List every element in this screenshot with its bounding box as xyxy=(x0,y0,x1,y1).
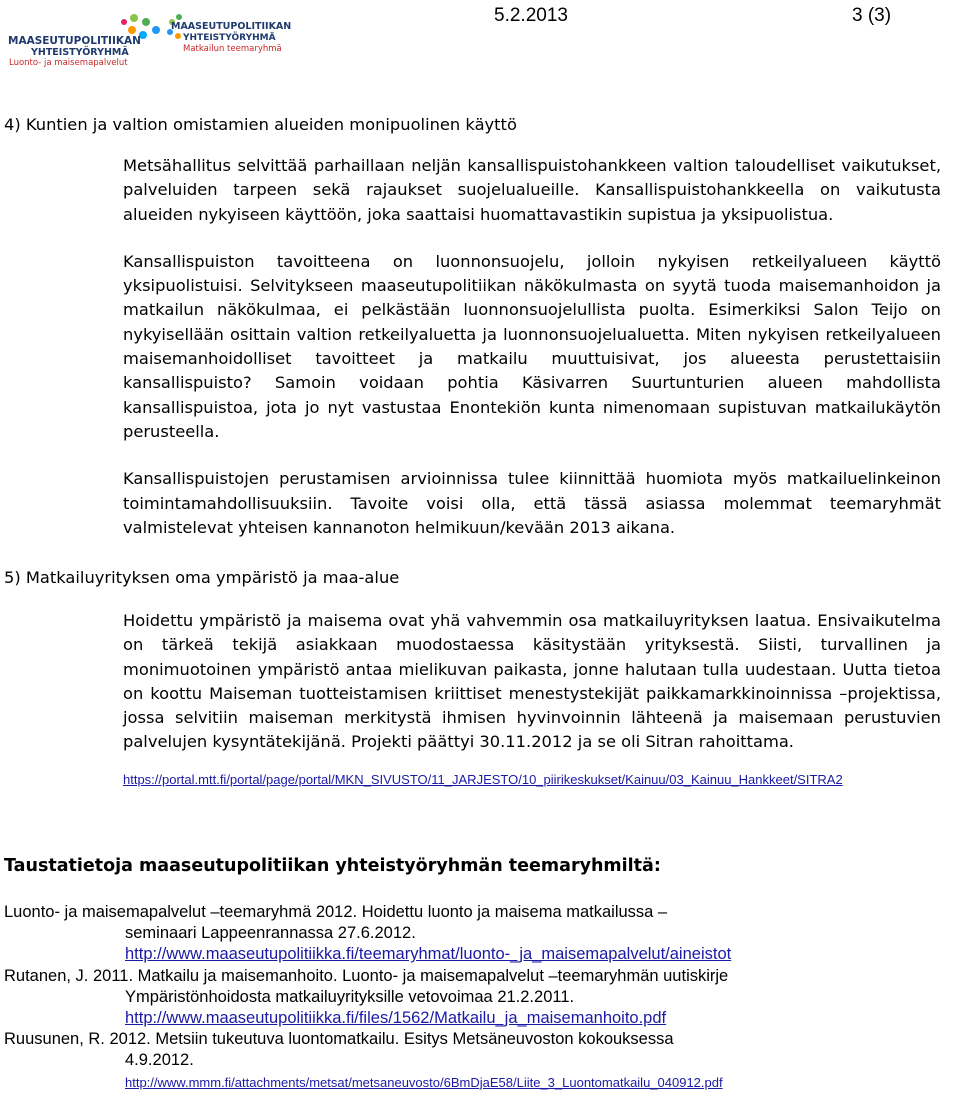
logo-line1: MAASEUTUPOLITIIKAN xyxy=(8,35,141,47)
reference-link[interactable]: http://www.mmm.fi/attachments/metsat/metsaneuvosto/6BmDjaE58/Liite_3_Luontomatkailu_040912.pdf xyxy=(125,1074,723,1090)
reference-text: Ruusunen, R. 2012. Metsiin tukeutuva luontomatkailu. Esitys Metsäneuvoston kokouksessa xyxy=(4,1030,674,1049)
section-5-body xyxy=(123,609,941,755)
sitra-project-link[interactable]: https://portal.mtt.fi/portal/page/portal/MKN_SIVUSTO/11_JARJESTO/10_piirikeskukset/Kainuu/03_Kainuu_Hankkeet/SITRA2 xyxy=(123,772,843,787)
reference-text: Luonto- ja maisemapalvelut –teemaryhmä 2012. Hoidettu luonto ja maisema matkailussa – xyxy=(4,903,668,921)
paragraph: Kansallispuiston tavoitteena on luonnonsuojelu, jolloin nykyisen retkeilyalueen käyttö yksipuolistuisi. Selvitykseen maaseutupolitiikan näkökulmasta on syytä tuoda maisemanhoidon ja matkailun näkökulmaa, ei pelkästään luonnonsuojelullista puolta. Esimerkiksi Salon Teijo on nykyisellään osittain valtion retkeilyaluetta ja luonnonsuojelualuetta. Miten nykyisen retkeilyalueen maisemanhoidolliset tavoitteet ja matkailu muuttuisivat, jos alueesta perustettaisiin kansallispuisto? Samoin voidaan pohtia Käsivarren Suurtunturien alueen mahdollista kansallispuistoa, jota jo nyt vastustaa Enontekiön kunta nimenomaan supistuvan matkailukäytön perusteella. xyxy=(123,251,941,441)
section-4-heading: 4) Kuntien ja valtion omistamien alueiden monipuolinen käyttö xyxy=(4,115,517,134)
section-5-heading: 5) Matkailuyrityksen oma ympäristö ja maa-alue xyxy=(4,568,400,587)
logo-line2: YHTEISTYÖRYHMÄ xyxy=(31,47,129,58)
logo-line3: Luonto- ja maisemapalvelut xyxy=(9,58,128,68)
logo-maaseutupolitiikka-matkailu xyxy=(166,8,294,68)
logo-line2: YHTEISTYÖRYHMÄ xyxy=(183,33,276,43)
page-number: 3 (3) xyxy=(852,5,892,26)
reference-text: 4.9.2012. xyxy=(125,1051,194,1070)
section-4-body xyxy=(123,154,941,540)
logo-maaseutupolitiikka-luonto xyxy=(6,8,164,68)
reference-link[interactable]: http://www.maaseutupolitiikka.fi/files/1562/Matkailu_ja_maisemanhoito.pdf xyxy=(125,1009,667,1028)
reference-list xyxy=(4,902,954,1093)
reference-item xyxy=(4,966,954,1030)
reference-text: seminaari Lappeenrannassa 27.6.2012. xyxy=(125,924,416,943)
reference-item xyxy=(4,1029,954,1093)
reference-item xyxy=(4,902,954,966)
header-date: 5.2.2013 xyxy=(494,5,568,26)
paragraph: Kansallispuistojen perustamisen arvioinnissa tulee kiinnittää huomiota myös matkailuelinkeinon toimintamahdollisuuksiin. Tavoite voisi olla, että tässä asiassa molemmat teemaryhmät valmistelevat yhteisen kannanoton helmikuun/kevään 2013 aikana. xyxy=(123,469,941,537)
logo-line1: MAASEUTUPOLITIIKAN xyxy=(171,21,292,32)
paragraph: Metsähallitus selvittää parhaillaan neljän kansallispuistohankkeen valtion taloudelliset vaikutukset, palveluiden tarpeen sekä rajaukset suojelualueille. Kansallispuistohankkeella on vaikutusta alueiden nykyiseen käyttöön, joka saattaisi huomattavastikin supistua ja yksipuolistua. xyxy=(123,156,941,224)
paragraph: Hoidettu ympäristö ja maisema ovat yhä vahvemmin osa matkailuyrityksen laatua. Ensivaikutelma on tärkeä tekijä asiakkaan muodostaessa käsitystään yrityksestä. Siisti, turvallinen ja monimuotoinen ympäristö antaa mielikuvan paikasta, jonne halutaan tulla uudestaan. Uutta tietoa on koottu Maiseman tuotteistamisen kriittiset menestystekijät paikkamarkkinoinnissa –projektissa, jossa selvitiin maiseman merkitystä ihmisen hyvinvoinnin lähteenä ja maisemaan perustuvien palvelujen kysyntätekijänä. Projekti päättyi 30.11.2012 ja se oli Sitran rahoittama. xyxy=(123,611,941,752)
reference-link[interactable]: http://www.maaseutupolitiikka.fi/teemaryhmat/luonto-_ja_maisemapalvelut/aineistot xyxy=(125,945,732,964)
reference-text: Rutanen, J. 2011. Matkailu ja maisemanhoito. Luonto- ja maisemapalvelut –teemaryhmän uutiskirje xyxy=(4,966,729,985)
logo-line3: Matkailun teemaryhmä xyxy=(183,44,282,54)
reference-text: Ympäristönhoidosta matkailuyrityksille vetovoimaa 21.2.2011. xyxy=(125,987,575,1006)
background-title: Taustatietoja maaseutupolitiikan yhteistyöryhmän teemaryhmiltä: xyxy=(4,856,661,876)
